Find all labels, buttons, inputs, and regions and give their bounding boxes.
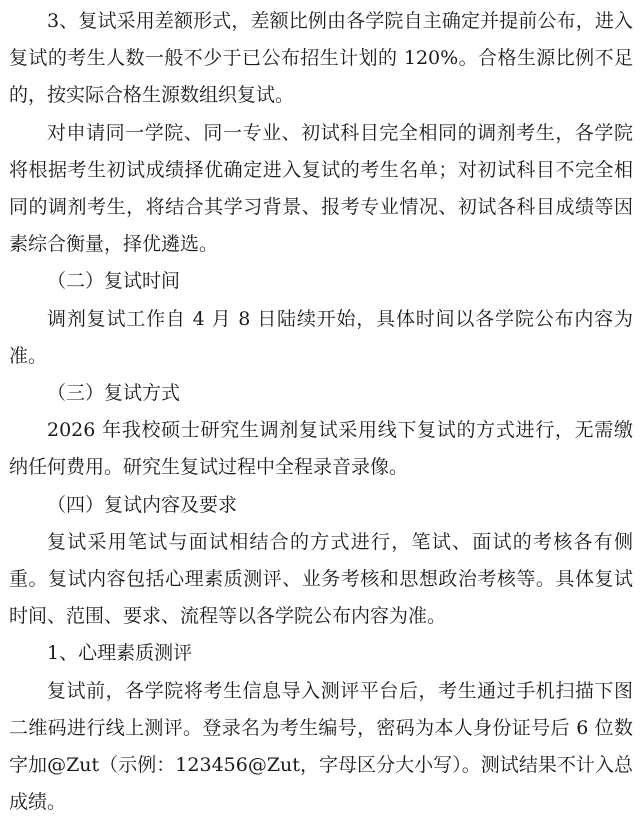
paragraph-retest-time: 调剂复试工作自 4 月 8 日陆续开始，具体时间以各学院公布内容为准。 [9,307,633,367]
heading-retest-time: （二）复试时间 [47,270,181,293]
paragraph-retest-content: 复试采用笔试与面试相结合的方式进行，笔试、面试的考核各有侧重。复试内容包括心理素质测评、业务考核和思想政治考核等。具体复试时间、范围、要求、流程等以各学院公布内容为准。 [9,530,633,628]
paragraph-differential-ratio: 3、复试采用差额形式，差额比例由各学院自主确定并提前公布，进入复试的考生人数一般不少于已公布招生计划的 120%。合格生源比例不足的，按实际合格生源数组织复试。 [9,10,633,107]
paragraph-adjustment-selection: 对申请同一学院、同一专业、初试科目完全相同的调剂考生，各学院将根据考生初试成绩择优确定进入复试的考生名单；对初试科目不完全相同的调剂考生，将结合其学习背景、报考专业情况、初试各科目成绩等因素综合衡量，择优遴选。 [9,121,633,256]
document-body [9,3,633,821]
paragraph-retest-method: 2026 年我校硕士研究生调剂复试采用线下复试的方式进行，无需缴纳任何费用。研究生复试过程中全程录音录像。 [9,419,633,479]
heading-retest-content: （四）复试内容及要求 [47,493,238,516]
heading-retest-method: （三）复试方式 [47,382,181,405]
heading-psychological-test: 1、心理素质测评 [47,642,193,665]
paragraph-psychological-test: 复试前，各学院将考生信息导入测评平台后，考生通过手机扫描下图二维码进行线上测评。登录名为考生编号，密码为本人身份证号后 6 位数字加@Zut（示例：123456@Zut，字母区分大小写）。测试结果不计入总成绩。 [9,679,633,814]
